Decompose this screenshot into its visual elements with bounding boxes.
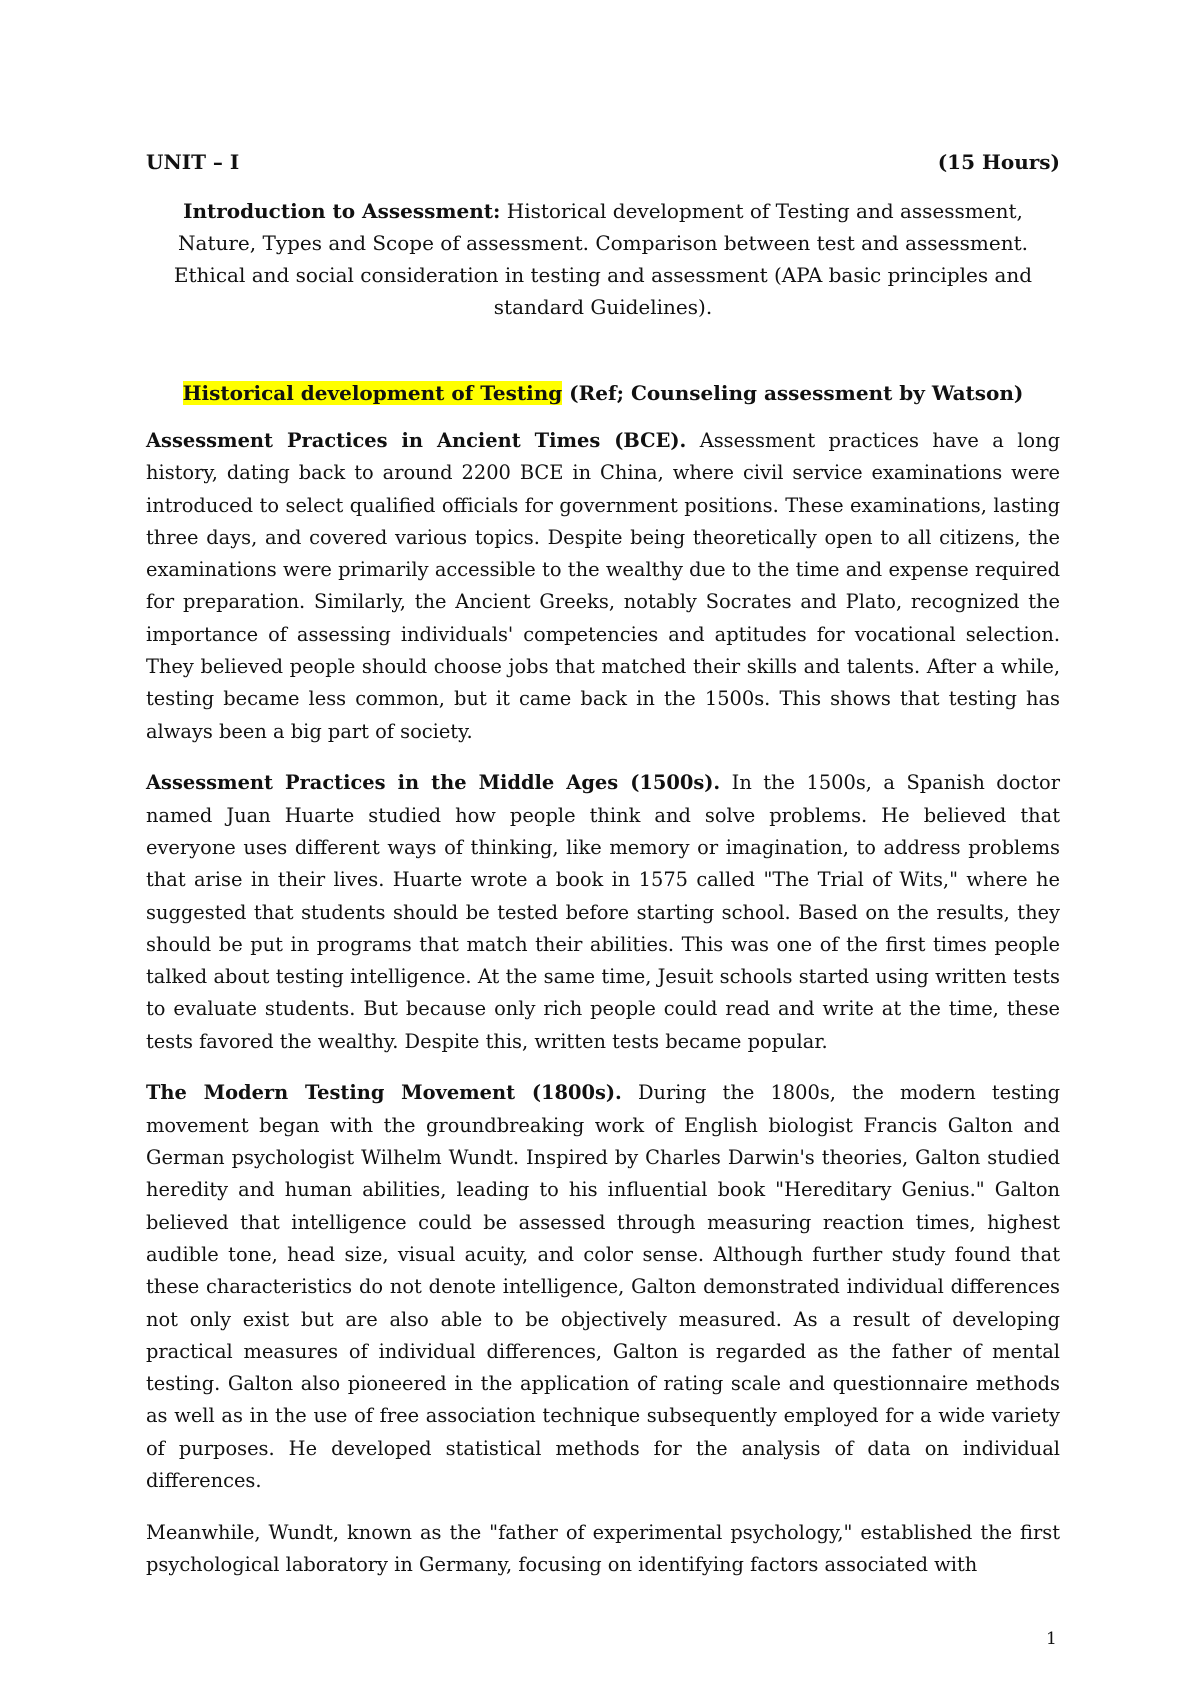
page-number: 1 <box>1046 1629 1057 1649</box>
paragraph-wundt <box>146 1517 1060 1582</box>
paragraph-middle-ages <box>146 767 1060 1058</box>
paragraph-modern-testing <box>146 1077 1060 1497</box>
unit-hours: (15 Hours) <box>937 150 1060 174</box>
paragraph-text: Assessment practices have a long history, dating back to around 2200 BCE in China, where civil service examinations were introduced to select qualified officials for government positions. These examinations, lasting three days, and covered various topics. Despite being theoretically open to all citizens, the examinations were primarily accessible to the wealthy due to the time and expense required for preparation. Similarly, the Ancient Greeks, notably Socrates and Plato, recognized the importance of assessing individuals' competencies and aptitudes for vocational selection. They believed people should choose jobs that matched their skills and talents. After a while, testing became less common, but it came back in the 1500s. This shows that testing has always been a big part of society. <box>146 429 1060 743</box>
heading-reference: (Ref; Counseling assessment by Watson) <box>562 381 1024 405</box>
paragraph-ancient-times <box>146 425 1060 748</box>
highlighted-heading-text: Historical development of Testing <box>182 381 563 405</box>
unit-title: UNIT – I <box>146 150 240 174</box>
paragraph-text: During the 1800s, the modern testing movement began with the groundbreaking work of English biologist Francis Galton and German psychologist Wilhelm Wundt. Inspired by Charles Darwin's theories, Galton studied heredity and human abilities, leading to his influential book "Hereditary Genius." Galton believed that intelligence could be assessed through measuring reaction times, highest audible tone, head size, visual acuity, and color sense. Although further study found that these characteristics do not denote intelligence, Galton demonstrated individual differences not only exist but are also able to be objectively measured. As a result of developing practical measures of individual differences, Galton is regarded as the father of mental testing. Galton also pioneered in the application of rating scale and questionnaire methods as well as in the use of free association technique subsequently employed for a wide variety of purposes. He developed statistical methods for the analysis of data on individual differences. <box>146 1081 1060 1492</box>
unit-introduction <box>146 195 1060 323</box>
paragraph-text: In the 1500s, a Spanish doctor named Juan Huarte studied how people think and solve problems. He believed that everyone uses different ways of thinking, like memory or imagination, to address problems that arise in their lives. Huarte wrote a book in 1575 called "The Trial of Wits," where he suggested that students should be tested before starting school. Based on the results, they should be put in programs that match their abilities. This was one of the first times people talked about testing intelligence. At the same time, Jesuit schools started using written tests to evaluate students. But because only rich people could read and write at the time, these tests favored the wealthy. Despite this, written tests became popular. <box>146 771 1060 1053</box>
paragraph-heading: Assessment Practices in Ancient Times (BCE). <box>146 429 687 452</box>
page-content <box>146 149 1060 1601</box>
paragraph-text: Meanwhile, Wundt, known as the "father of experimental psychology," established the first psychological laboratory in Germany, focusing on identifying factors associated with <box>146 1520 1060 1576</box>
intro-label: Introduction to Assessment: <box>183 199 501 223</box>
intro-text: Historical development of Testing and assessment, Nature, Types and Scope of assessment. Comparison between test and assessment. Ethical and social consideration in testing and assessment (APA basic principles and standard Guidelines). <box>173 199 1033 319</box>
paragraph-heading: Assessment Practices in the Middle Ages (1500s). <box>146 771 721 795</box>
paragraph-heading: The Modern Testing Movement (1800s). <box>146 1081 622 1105</box>
unit-header <box>146 149 1060 175</box>
section-heading <box>146 379 1060 407</box>
